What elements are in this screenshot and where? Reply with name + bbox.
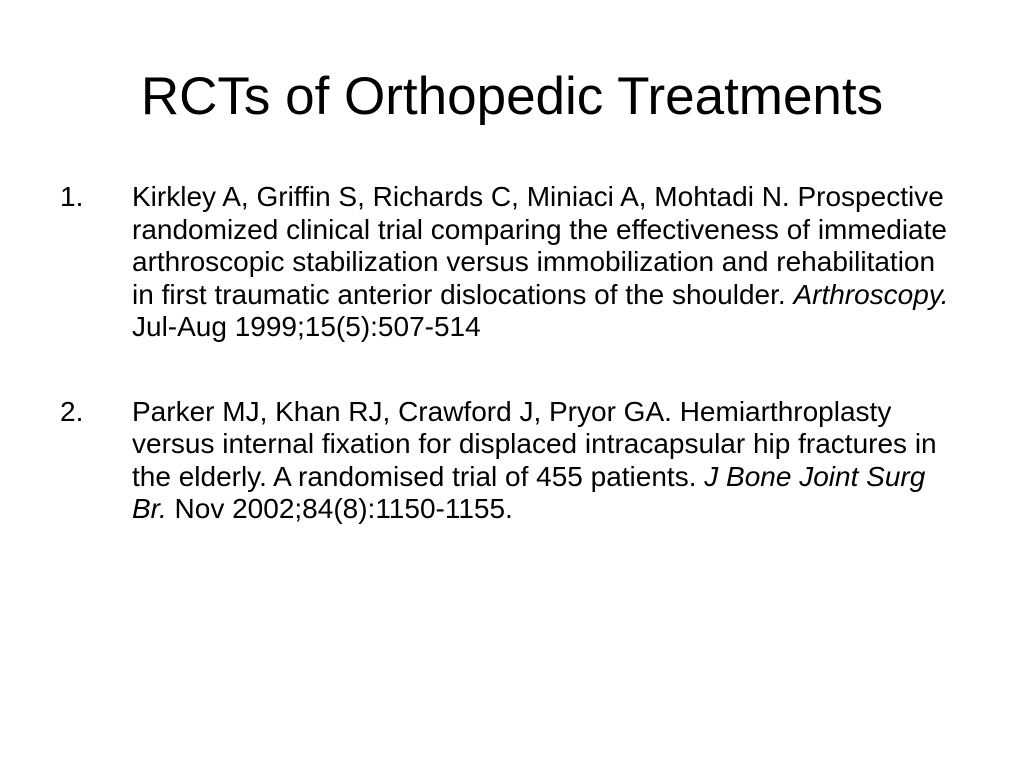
reference-item-2	[60, 396, 960, 526]
reference-text	[132, 181, 960, 344]
reference-text	[132, 396, 960, 526]
reference-number: 2.	[60, 395, 84, 427]
reference-list	[60, 181, 960, 578]
reference-citation: Kirkley A, Griffin S, Richards C, Miniaci A, Mohtadi N. Prospective randomized clinical trial comparing the effectiveness of immediate arthroscopic stabilization versus immobilization and rehabilitation in first traumatic anterior dislocations of the shoulder.	[132, 181, 947, 310]
publication-details: Jul-Aug 1999;15(5):507-514	[132, 311, 481, 342]
reference-citation: Parker MJ, Khan RJ, Crawford J, Pryor GA. Hemiarthroplasty versus internal fixation for displaced intracapsular hip fractures in the elderly. A randomised trial of 455 patients.	[132, 395, 937, 492]
reference-number: 1.	[60, 181, 84, 212]
journal-name: Arthroscopy.	[793, 278, 949, 310]
reference-item-1	[60, 181, 960, 344]
publication-details: Nov 2002;84(8):1150-1155.	[166, 493, 513, 524]
slide-title: RCTs of Orthopedic Treatments	[140, 67, 884, 126]
journal-name: J Bone Joint Surg Br.	[132, 460, 926, 524]
